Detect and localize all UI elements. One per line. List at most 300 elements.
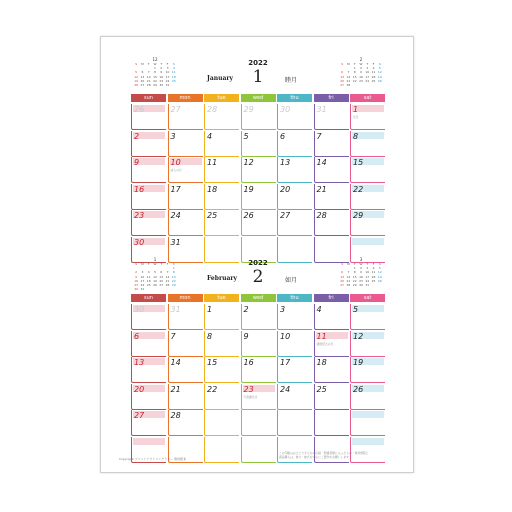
calendar-sheet (100, 36, 414, 473)
mini-calendar-day: 6 (141, 70, 144, 75)
mini-calendar-day: 25 (371, 278, 376, 283)
mini-calendar-day: T (160, 62, 163, 66)
week-row (131, 184, 385, 210)
day-cell[interactable] (204, 304, 239, 330)
week-row (131, 357, 385, 383)
mini-calendar-day: 11 (371, 270, 376, 275)
day-cell[interactable] (277, 357, 312, 383)
day-number: 4 (316, 305, 322, 314)
day-number: 22 (207, 384, 218, 394)
mini-calendar-day: 16 (359, 74, 363, 79)
weekday-wed: wed (241, 294, 276, 302)
mini-calendar-day: 8 (353, 270, 356, 275)
mini-calendar-day: 15 (352, 274, 357, 279)
mini-calendar-day: 9 (160, 70, 163, 75)
day-highlight-band (352, 438, 384, 445)
mini-calendar-day: 21 (346, 78, 351, 83)
mini-calendar-day: 19 (134, 78, 139, 83)
mini-calendar-day: 9 (135, 274, 138, 279)
mini-calendar-day: 1 (353, 66, 356, 71)
day-number: 17 (280, 358, 291, 367)
day-number: 21 (316, 184, 327, 194)
day-number: 2 (134, 131, 140, 141)
day-cell[interactable] (241, 184, 276, 210)
day-cell[interactable] (314, 210, 349, 236)
mini-calendar-day: 6 (160, 270, 163, 275)
mini-calendar-day: 4 (372, 66, 375, 71)
day-cell[interactable] (168, 210, 203, 236)
mini-calendar-day: 17 (365, 74, 370, 79)
day-number: 16 (243, 358, 254, 367)
weekday-tue: tue (204, 94, 239, 102)
day-cell[interactable] (277, 384, 312, 410)
mini-calendar-day: 14 (346, 274, 351, 279)
day-number: 15 (353, 158, 364, 167)
day-number: 30 (280, 105, 291, 114)
mini-calendar-day: 13 (159, 274, 164, 279)
day-cell[interactable] (204, 184, 239, 210)
mini-calendar-day: 3 (366, 266, 369, 271)
holiday-note: 建国記念の日 (316, 341, 334, 346)
day-number: 25 (316, 384, 327, 394)
mini-calendar-day: 4 (172, 66, 175, 71)
mini-calendar-day: T (353, 262, 356, 266)
day-number: 19 (353, 358, 364, 367)
mini-calendar-day: 28 (146, 83, 151, 88)
day-cell[interactable] (168, 184, 203, 210)
day-number: 20 (134, 384, 145, 394)
day-number: 18 (316, 358, 327, 367)
day-cell[interactable] (277, 184, 312, 210)
year-label: 2022 (248, 59, 268, 67)
mini-calendar-day: S (172, 62, 175, 66)
mini-calendar-day: 9 (360, 270, 362, 275)
day-cell[interactable] (350, 210, 385, 236)
weekday-mon: mon (168, 94, 203, 102)
mini-calendar-day: 24 (140, 283, 145, 288)
day-cell[interactable] (350, 331, 385, 357)
day-number: 27 (170, 105, 181, 114)
day-cell[interactable] (131, 357, 166, 383)
day-cell[interactable] (131, 384, 166, 410)
weekday-header-row (131, 94, 385, 102)
weekday-mon: mon (168, 294, 203, 302)
day-cell[interactable] (314, 410, 349, 436)
mini-calendar-day: 21 (146, 78, 151, 83)
day-highlight-band (352, 238, 384, 245)
day-number: 24 (170, 211, 181, 220)
day-cell[interactable] (168, 357, 203, 383)
day-cell[interactable] (131, 131, 166, 157)
mini-calendar-day: 2 (360, 66, 362, 71)
day-cell[interactable] (168, 131, 203, 157)
day-cell[interactable] (277, 157, 312, 183)
mini-calendar-day: 31 (140, 287, 145, 292)
mini-calendar-day: 8 (172, 270, 175, 275)
day-number: 28 (207, 105, 218, 114)
mini-calendar-day: 13 (140, 74, 145, 79)
weekday-header-row (131, 294, 385, 302)
day-cell[interactable] (241, 210, 276, 236)
day-cell[interactable] (204, 131, 239, 157)
mini-calendar-day: S (341, 262, 344, 266)
mini-calendar-day: 15 (171, 274, 176, 279)
weekday-fri: fri (314, 94, 349, 102)
day-number: 5 (353, 305, 359, 314)
mini-calendar-day: 12 (377, 270, 382, 275)
mini-calendar-day: 20 (140, 78, 145, 83)
mini-calendar-day: 11 (371, 70, 376, 75)
day-cell[interactable] (314, 131, 349, 157)
mini-calendar-day: T (366, 62, 369, 66)
month-english-name: February (207, 275, 238, 282)
mini-calendar-day: F (166, 62, 169, 66)
day-cell[interactable] (314, 384, 349, 410)
weekday-thu: thu (277, 294, 312, 302)
mini-calendar-day: 10 (165, 70, 170, 75)
mini-calendar-day: F (372, 62, 375, 66)
mini-calendar-day: 1 (172, 266, 175, 271)
day-number: 10 (170, 158, 181, 167)
mini-calendar-day: 24 (365, 278, 370, 283)
mini-calendar-day: T (366, 262, 369, 266)
mini-calendar-day: 5 (378, 266, 381, 271)
mini-calendar-day: T (147, 262, 150, 266)
weekday-sun: sun (131, 294, 166, 302)
mini-calendar-day: 6 (341, 70, 344, 75)
day-number: 14 (316, 158, 327, 167)
mini-calendar-day: 5 (154, 270, 156, 275)
week-row (131, 131, 385, 157)
day-cell[interactable] (131, 410, 166, 436)
mini-calendar-day: 11 (171, 70, 176, 75)
day-cell[interactable] (131, 157, 166, 183)
mini-calendar-day: M (141, 62, 144, 66)
day-cell[interactable] (204, 437, 239, 463)
day-cell[interactable] (204, 210, 239, 236)
mini-calendar-day: M (347, 262, 350, 266)
holiday-note: 成人の日 (170, 168, 182, 172)
day-cell[interactable] (204, 357, 239, 383)
day-cell[interactable] (131, 304, 166, 330)
mini-calendar-day: 18 (171, 74, 176, 79)
mini-calendar-title: 1 (153, 257, 157, 262)
day-cell[interactable] (168, 331, 203, 357)
mini-calendar-day: W (153, 62, 157, 66)
day-cell[interactable] (350, 357, 385, 383)
day-number: 23 (243, 384, 254, 394)
day-number: 6 (134, 331, 140, 341)
month-japanese-name: 睦月 (285, 77, 298, 84)
mini-calendar-day: 30 (159, 83, 164, 88)
day-cell[interactable] (204, 104, 239, 130)
day-number: 19 (243, 184, 254, 194)
weekday-thu: thu (277, 94, 312, 102)
mini-calendar-day: 10 (140, 274, 145, 279)
day-cell[interactable] (241, 437, 276, 463)
mini-calendar-day: 24 (365, 78, 370, 83)
mini-calendar-day: T (147, 62, 150, 66)
mini-calendar-day: 3 (366, 66, 369, 71)
day-cell[interactable] (314, 331, 349, 357)
mini-calendar-day: 1 (154, 66, 156, 71)
day-cell[interactable] (350, 184, 385, 210)
mini-calendar-day: 31 (165, 83, 170, 88)
day-number: 24 (280, 384, 291, 394)
day-number: 20 (280, 184, 291, 194)
mini-calendar-day: 4 (372, 266, 375, 271)
mini-calendar-day: 17 (165, 74, 170, 79)
day-cell[interactable] (131, 184, 166, 210)
day-cell[interactable] (314, 357, 349, 383)
day-number: 6 (280, 131, 286, 141)
weekday-wed: wed (241, 94, 276, 102)
mini-calendar-day: 20 (340, 278, 345, 283)
mini-calendar-day: M (347, 62, 350, 66)
day-cell[interactable] (204, 410, 239, 436)
day-cell[interactable] (350, 157, 385, 183)
day-number: 26 (353, 384, 364, 394)
mini-calendar-day: T (160, 262, 163, 266)
day-number: 29 (243, 105, 254, 114)
mini-calendar-day: 2 (135, 270, 138, 275)
day-number: 15 (207, 358, 218, 367)
mini-calendar-day: 31 (365, 283, 370, 288)
day-cell[interactable] (168, 104, 203, 130)
week-row (131, 331, 385, 357)
mini-calendar-day: F (166, 262, 169, 266)
day-number: 9 (134, 158, 140, 167)
mini-calendar-day: W (359, 262, 363, 266)
mini-calendar-day: 26 (377, 278, 382, 283)
mini-calendar-day: S (172, 262, 175, 266)
mini-calendar-day: 18 (371, 274, 376, 279)
day-number: 22 (353, 184, 364, 194)
day-number: 17 (170, 184, 181, 194)
day-number: 28 (170, 411, 181, 420)
day-cell[interactable] (241, 357, 276, 383)
mini-calendar-day: S (378, 62, 381, 66)
day-number: 25 (207, 211, 218, 220)
day-number: 13 (280, 158, 291, 167)
mini-calendar-day: S (135, 62, 138, 66)
day-number: 9 (243, 331, 249, 341)
mini-calendar-day: 16 (159, 74, 164, 79)
mini-calendar-day: 9 (360, 70, 362, 75)
day-number: 11 (316, 331, 327, 341)
day-cell[interactable] (277, 331, 312, 357)
day-cell[interactable] (350, 384, 385, 410)
mini-calendar-day: T (353, 62, 356, 66)
mini-calendar-day: 10 (365, 70, 370, 75)
day-number: 7 (170, 331, 176, 341)
mini-calendar-week (133, 287, 177, 291)
day-number: 21 (170, 384, 181, 394)
mini-calendar-day: 12 (153, 274, 157, 279)
mini-calendar-day: 16 (359, 274, 363, 279)
day-number: 28 (316, 211, 327, 220)
week-row (131, 157, 385, 183)
mini-calendar-day: 25 (146, 283, 151, 288)
day-cell[interactable] (131, 104, 166, 130)
mini-calendar-day: 22 (352, 78, 357, 83)
week-row (131, 104, 385, 130)
credit-line: 商品購入は、様々・様式を中心にご製作をお願いします (279, 455, 349, 460)
day-cell[interactable] (277, 304, 312, 330)
day-cell[interactable] (277, 410, 312, 436)
day-cell[interactable] (350, 304, 385, 330)
holiday-note: 元日 (353, 115, 359, 119)
day-number: 7 (316, 131, 322, 141)
mini-calendar-day: 6 (341, 270, 344, 275)
weekday-tue: tue (204, 294, 239, 302)
mini-calendar-day: 2 (160, 66, 163, 71)
day-cell[interactable] (241, 304, 276, 330)
weekday-fri: fri (314, 294, 349, 302)
day-cell[interactable] (241, 157, 276, 183)
day-cell[interactable] (277, 131, 312, 157)
mini-calendar-day: 15 (352, 74, 357, 79)
day-cell[interactable] (241, 331, 276, 357)
day-cell[interactable] (241, 104, 276, 130)
mini-calendar-day: 19 (153, 278, 157, 283)
mini-calendar-day: 13 (340, 74, 345, 79)
day-cell[interactable] (168, 304, 203, 330)
day-number: 31 (316, 105, 327, 114)
mini-calendar-day: W (359, 62, 363, 66)
day-number: 10 (280, 331, 291, 341)
mini-calendar-day: 20 (340, 78, 345, 83)
mini-calendar-day: 4 (147, 270, 150, 275)
day-cell[interactable] (314, 104, 349, 130)
day-cell[interactable] (204, 331, 239, 357)
mini-calendar-day: 23 (359, 278, 363, 283)
day-number: 30 (134, 237, 145, 247)
day-number: 31 (170, 305, 181, 314)
mini-calendar-day: 22 (171, 278, 176, 283)
day-cell[interactable] (314, 304, 349, 330)
day-cell[interactable] (241, 410, 276, 436)
day-cell[interactable] (350, 104, 385, 130)
day-number: 16 (134, 184, 145, 194)
mini-calendar-day: 19 (377, 74, 382, 79)
month-japanese-name: 如月 (285, 277, 298, 284)
week-row (131, 384, 385, 410)
mini-calendar-day: 7 (347, 70, 350, 75)
mini-calendar-day: 26 (377, 78, 382, 83)
mini-calendar-day: 14 (165, 274, 170, 279)
mini-calendar-day: W (153, 262, 157, 266)
mini-calendar-day: 16 (134, 278, 139, 283)
mini-calendar-day: 27 (340, 283, 345, 288)
day-highlight-band (133, 438, 165, 445)
day-cell[interactable] (168, 157, 203, 183)
month-english-name: January (207, 75, 233, 82)
day-number: 8 (207, 331, 213, 341)
mini-calendar-day: 27 (159, 283, 164, 288)
mini-calendar-day: 14 (146, 74, 151, 79)
day-cell[interactable] (277, 104, 312, 130)
day-cell[interactable] (277, 210, 312, 236)
mini-calendar-title: 3 (359, 257, 363, 262)
mini-calendar-day: 8 (154, 70, 156, 75)
mini-calendar-day (171, 287, 177, 291)
day-number: 18 (207, 184, 218, 194)
day-cell[interactable] (314, 184, 349, 210)
day-cell[interactable] (350, 131, 385, 157)
day-cell[interactable] (131, 210, 166, 236)
mini-calendar-day: 17 (140, 278, 145, 283)
mini-calendar-day: 28 (346, 83, 351, 88)
day-cell[interactable] (241, 384, 276, 410)
weekday-sun: sun (131, 94, 166, 102)
mini-calendar-day: 2 (360, 266, 362, 271)
day-number: 11 (207, 158, 218, 167)
day-cell[interactable] (241, 131, 276, 157)
mini-calendar-day: 26 (134, 83, 139, 88)
mini-calendar-day: 20 (159, 278, 164, 283)
mini-calendar-day: 17 (365, 274, 370, 279)
weekday-sat: sat (350, 94, 385, 102)
mini-calendar-day: 23 (159, 78, 164, 83)
mini-calendar-day: 27 (340, 83, 345, 88)
day-number: 8 (353, 131, 359, 141)
mini-calendar-day: 12 (134, 74, 139, 79)
day-number: 26 (134, 105, 145, 114)
mini-calendar-day: 29 (153, 83, 157, 88)
mini-calendar-day: 30 (134, 287, 139, 292)
mini-calendar-day: 3 (141, 270, 144, 275)
mini-calendar-day: 11 (146, 274, 151, 279)
mini-calendar-day: F (372, 262, 375, 266)
mini-calendar-day: 23 (134, 283, 139, 288)
day-cell[interactable] (350, 410, 385, 436)
mini-calendar-day: 29 (352, 283, 357, 288)
month-number: 2 (252, 267, 264, 287)
day-cell[interactable] (314, 157, 349, 183)
day-number: 14 (170, 358, 181, 367)
day-number: 12 (243, 158, 254, 167)
day-number: 12 (353, 331, 364, 341)
day-grid (131, 104, 385, 263)
day-number: 1 (207, 305, 213, 314)
day-number: 2 (243, 305, 249, 314)
mini-calendar-day: 15 (153, 74, 157, 79)
mini-calendar-day: 28 (346, 283, 351, 288)
day-grid (131, 304, 385, 463)
mini-calendar-day: 21 (165, 278, 170, 283)
mini-calendar-day: S (135, 262, 138, 266)
day-cell[interactable] (131, 331, 166, 357)
credit-line: この印刷ははひとりすびのの応援・関連書類に入ったもの・資料情報と (279, 451, 369, 455)
mini-calendar-day: 21 (346, 278, 351, 283)
day-cell[interactable] (168, 384, 203, 410)
day-number: 3 (170, 131, 176, 141)
mini-calendar-day: 1 (353, 266, 356, 271)
mini-calendar-day: 7 (166, 270, 169, 275)
day-cell[interactable] (204, 384, 239, 410)
credit-text (279, 451, 399, 459)
mini-calendar-day: 22 (153, 78, 157, 83)
year-label: 2022 (248, 259, 268, 267)
mini-calendar-day: 8 (353, 70, 356, 75)
mini-calendar-title: 12 (152, 57, 158, 62)
day-number: 23 (134, 211, 145, 220)
mini-calendar-day: M (141, 262, 144, 266)
day-cell[interactable] (168, 410, 203, 436)
day-cell[interactable] (204, 157, 239, 183)
day-number: 27 (134, 411, 145, 420)
